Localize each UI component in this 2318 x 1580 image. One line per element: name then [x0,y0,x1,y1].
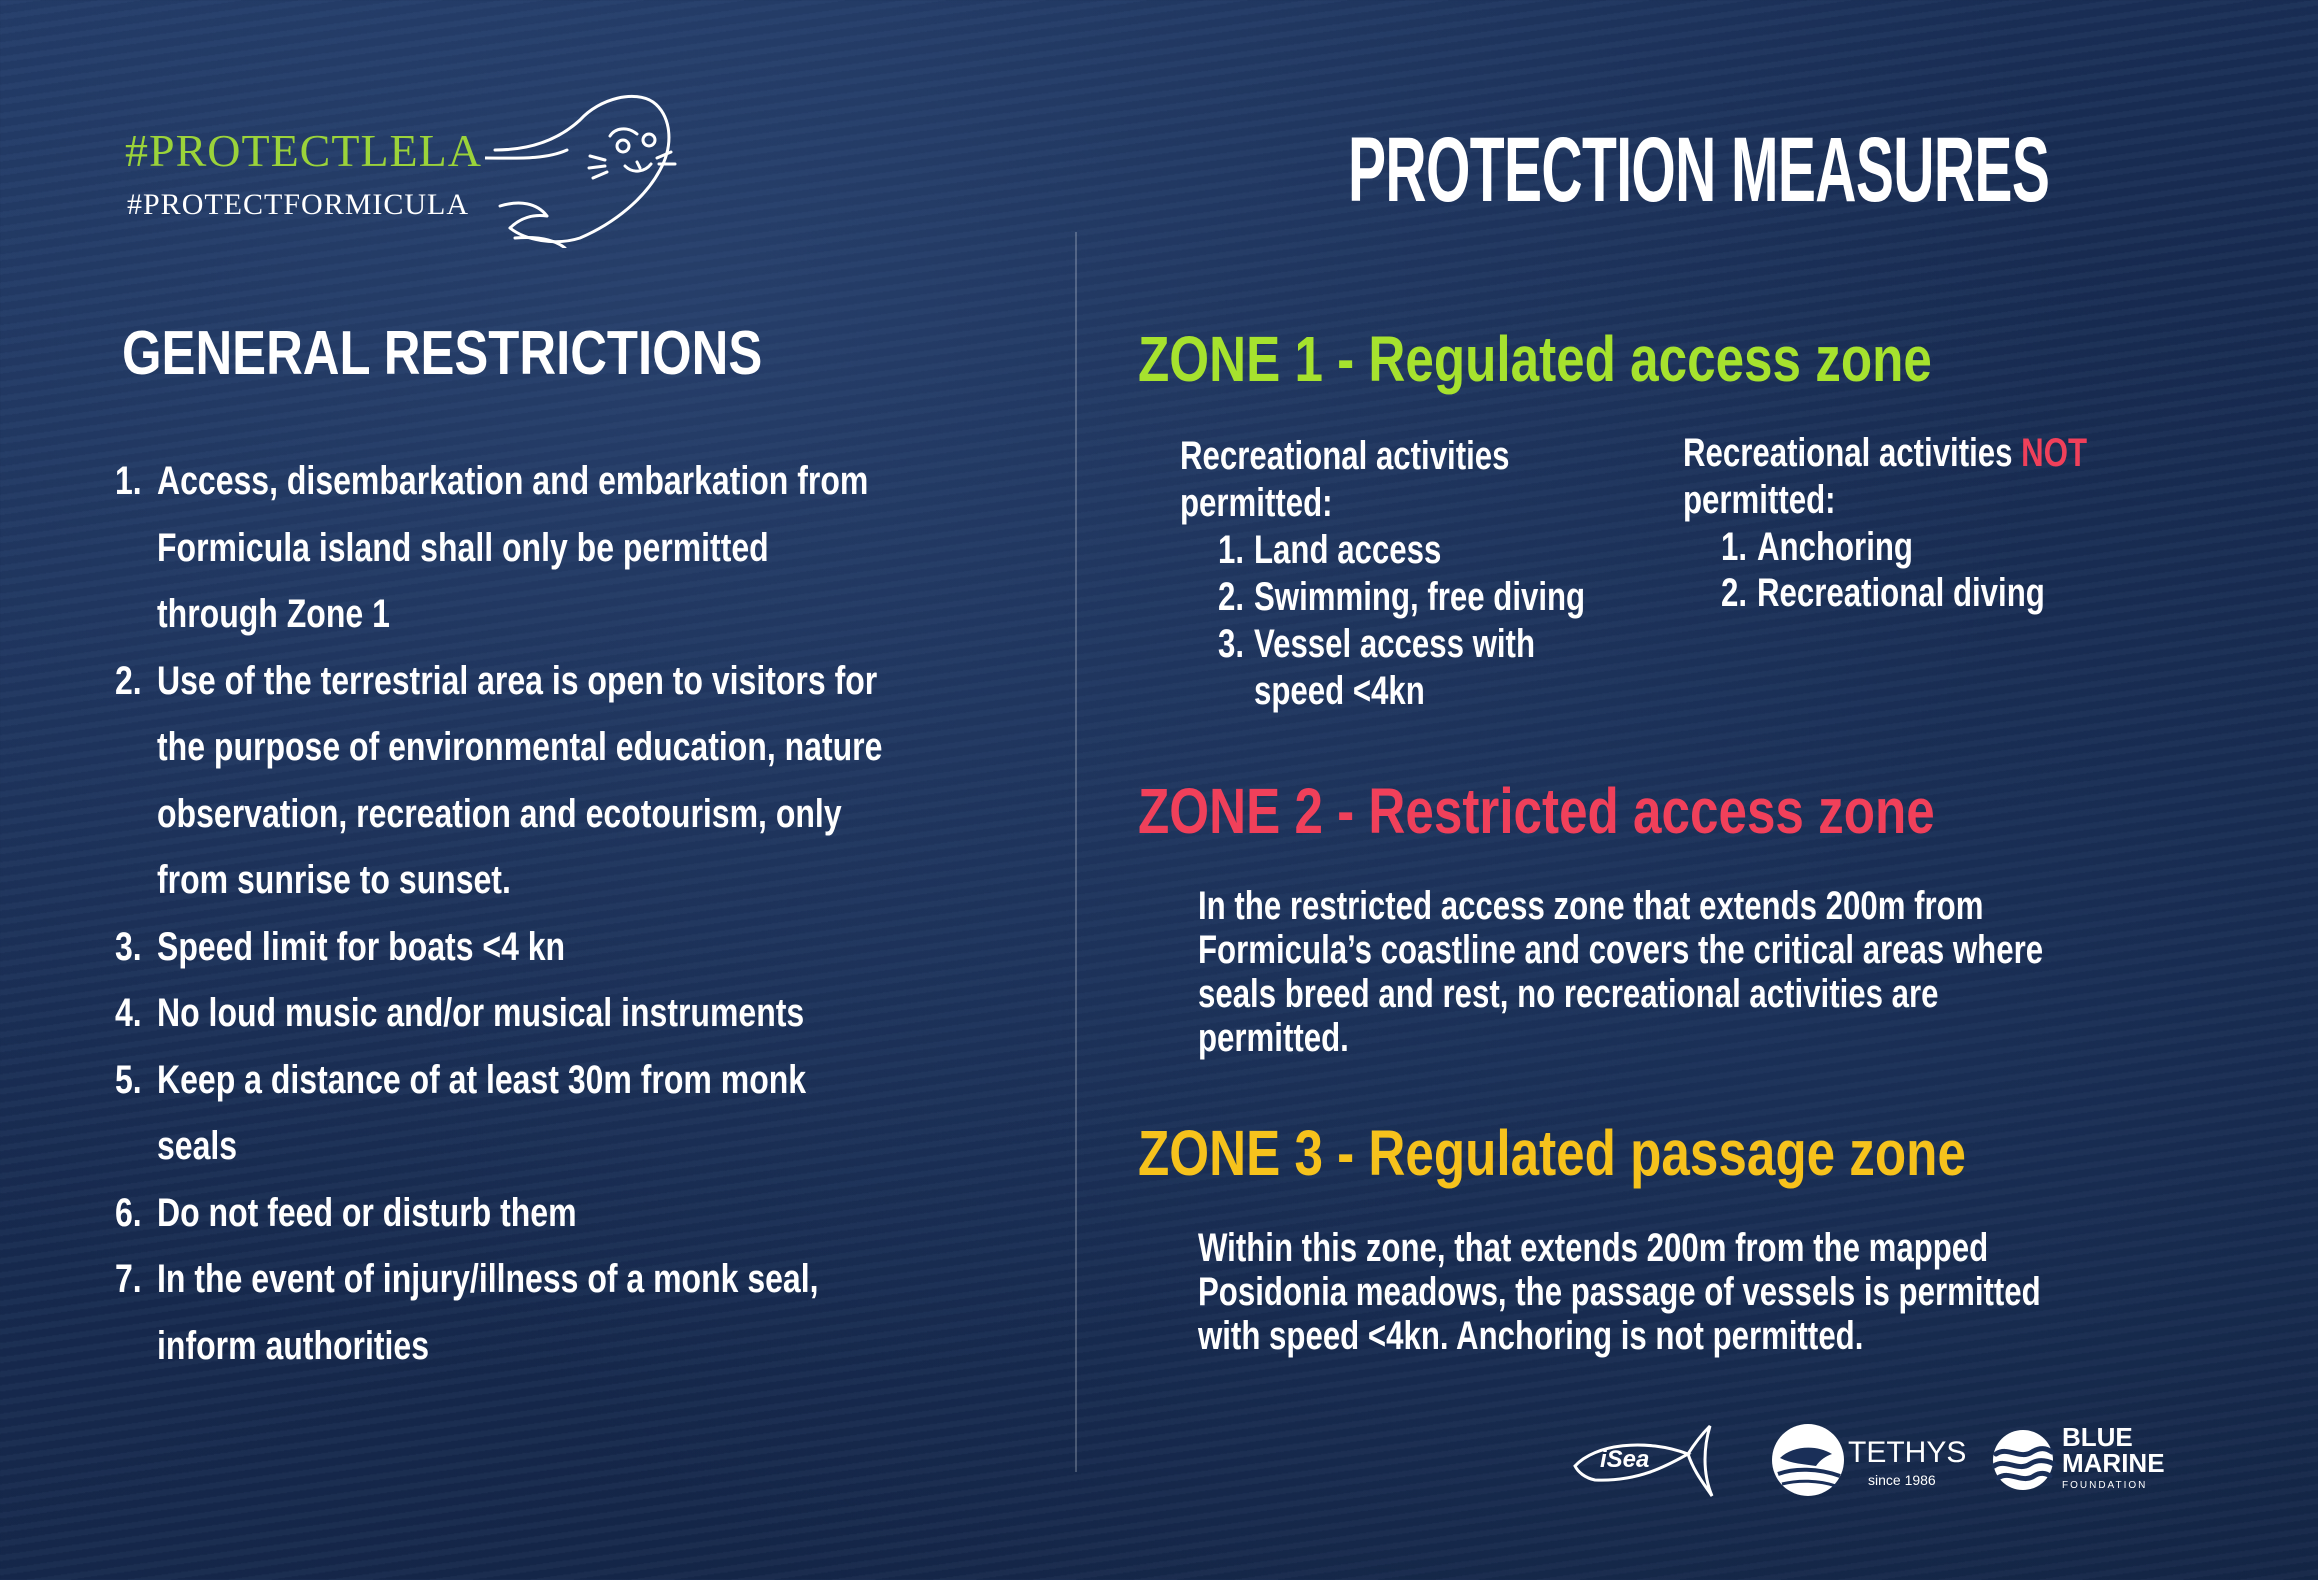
general-restriction-item-line-text: In the event of injury/illness of a monk seal, [157,1257,819,1301]
zone1-permitted-item [1218,527,1640,574]
general-restriction-item [115,914,1035,981]
tethys-name: TETHYS [1848,1436,1967,1469]
general-restriction-item-line [157,515,1035,582]
tethys-since: since 1986 [1868,1472,1936,1488]
general-restriction-item-line-text: from sunrise to sunset. [157,858,511,902]
general-restriction-item [115,448,1035,648]
general-restriction-item-number [115,980,148,1047]
general-restriction-item-number-text: 7. [115,1257,142,1301]
general-restriction-item-number [115,1047,148,1114]
zone1-permitted-heading-1: Recreational activities [1180,434,1510,478]
partner-logos [1570,1420,2190,1500]
zone1-permitted-item-line [1254,527,1640,574]
zone2-description [1198,884,2268,1060]
zone1-permitted-item-number-text: 1. [1218,528,1245,572]
zone1-not-permitted-item-number-text: 2. [1721,571,1748,615]
general-restriction-item-line-text: Do not feed or disturb them [157,1190,577,1235]
general-restriction-item-line-text: Keep a distance of at least 30m from monk [157,1057,807,1102]
zone3-title-text: ZONE 3 - Regulated passage zone [1138,1117,1966,1189]
zone3-description-line [1198,1226,2268,1270]
zone1-not-permitted-item-line [1757,524,2243,570]
zone1-not-permitted-item [1721,570,2243,616]
general-restriction-item-line-text: through Zone 1 [157,592,390,636]
zone2-description-line-text: seals breed and rest, no recreational activities are [1198,972,1939,1016]
general-restriction-item-line-text: Speed limit for boats <4 kn [157,924,566,969]
zone3-description-line-text: Posidonia meadows, the passage of vessels is permitted [1198,1270,2041,1314]
bmf-line3: FOUNDATION [2062,1480,2148,1491]
zone2-description-line [1198,972,2268,1016]
zone3-description-line-text: with speed <4kn. Anchoring is not permitted. [1198,1314,1864,1358]
zone1-permitted-list [1180,527,1640,715]
tethys-whale-logo-icon [1770,1420,1970,1500]
zone2-description-line-text: permitted. [1198,1016,1349,1060]
general-restriction-item-line-text: No loud music and/or musical instruments [157,991,805,1035]
zone2-description-line [1198,884,2268,928]
isea-name: iSea [1600,1446,1650,1473]
zone1-permitted-item-number [1218,574,1251,621]
general-restriction-item-number-text: 6. [115,1190,142,1235]
general-restriction-item-number [115,914,148,981]
general-restriction-item-line [157,847,1035,914]
zone1-permitted-item-number [1218,621,1251,668]
general-restriction-item-line [157,714,1035,781]
general-restriction-item-line-text: the purpose of environmental education, nature [157,725,883,769]
zone1-permitted-item [1218,621,1640,715]
zone2-description-line [1198,928,2268,972]
zone1-not-permitted-item-line-text: Anchoring [1757,525,1913,569]
hashtag-protectformicula: #PROTECTFORMICULA [127,188,470,221]
zone1-not-permitted-item-number [1721,524,1754,570]
general-restrictions-list [115,448,1035,1379]
general-restriction-item-line [157,1180,1035,1247]
zone1-not-permitted [1683,430,2243,616]
general-restriction-item-number [115,1180,148,1247]
zone2-description-line-text: In the restricted access zone that extends 200m from [1198,884,1984,928]
general-restriction-item [115,980,1035,1047]
page-title-text: PROTECTION MEASURES [1348,119,2050,221]
zone1-not-permitted-heading-prefix: Recreational activities [1683,431,2022,475]
blue-marine-waves-logo-icon [1990,1420,2190,1500]
general-restriction-item-line-text: observation, recreation and ecotourism, only [157,791,842,836]
zone2-description-line-text: Formicula’s coastline and covers the critical areas where [1198,928,2044,972]
zone1-not-permitted-heading-1 [1683,430,2087,477]
general-restriction-item-number-text: 1. [115,459,142,503]
isea-fish-logo-icon [1570,1420,1715,1500]
general-restriction-item-line [157,448,1035,515]
zone2-title [1138,774,2134,848]
general-restriction-item-number [115,448,148,515]
column-divider [1075,232,1077,1472]
zone3-title [1138,1116,2173,1190]
general-restriction-item-number [115,1246,148,1313]
zone1-permitted-item-line-text: Land access [1254,528,1442,572]
zone1-title [1138,322,2130,396]
general-restriction-item-line-text: Access, disembarkation and embarkation from [157,459,869,503]
zone1-permitted-item-number-text: 3. [1218,622,1245,666]
zone1-permitted [1180,433,1640,715]
zone1-permitted-item-line [1254,574,1640,621]
general-restriction-item [115,1047,1035,1180]
general-restriction-item-line-text: seals [157,1124,238,1168]
zone1-permitted-item-number-text: 2. [1218,575,1245,619]
general-restriction-item-line [157,581,1035,648]
zone1-not-permitted-item-line [1757,570,2243,616]
zone1-not-permitted-heading-2: permitted: [1683,478,1836,522]
page-title [1348,118,2318,223]
general-restriction-item-line-text: inform authorities [157,1323,430,1368]
seal-line-drawing-icon [485,88,685,248]
general-restriction-item-number-text: 5. [115,1057,142,1102]
zone3-description-line-text: Within this zone, that extends 200m from the mapped [1198,1226,1989,1270]
zone1-permitted-item-line-text: speed <4kn [1254,669,1425,713]
zone1-not-permitted-item-number [1721,570,1754,616]
zone2-title-text: ZONE 2 - Restricted access zone [1138,775,1935,847]
zone1-title-text: ZONE 1 - Regulated access zone [1138,323,1932,395]
general-restriction-item [115,1180,1035,1247]
zone1-not-permitted-item-number-text: 1. [1721,525,1748,569]
zone2-description-line [1198,1016,2268,1060]
hashtag-protectlela: #PROTECTLELA [125,125,482,176]
zone1-permitted-item-line [1254,668,1640,715]
general-restriction-item-number-text: 4. [115,991,142,1035]
zone1-not-permitted-list [1683,524,2243,616]
zone3-description [1198,1226,2268,1358]
general-restriction-item-line [157,1246,1035,1313]
general-restriction-item-line [157,1313,1035,1380]
zone1-not-label: NOT [2021,431,2088,475]
general-restriction-item-number [115,648,148,715]
general-restriction-item-line [157,980,1035,1047]
zone3-description-line [1198,1270,2268,1314]
general-restriction-item-line [157,781,1035,848]
zone1-permitted-heading-2: permitted: [1180,481,1333,525]
general-restriction-item-line [157,1047,1035,1114]
zone1-not-permitted-item [1721,524,2243,570]
brand-logo [125,88,685,248]
zone3-description-line [1198,1314,2268,1358]
general-restriction-item-line [157,648,1035,715]
bmf-line2: MARINE [2062,1448,2165,1478]
general-restrictions-title [122,318,903,389]
zone1-permitted-item [1218,574,1640,621]
general-restriction-item [115,648,1035,914]
general-restriction-item-line-text: Use of the terrestrial area is open to visitors for [157,658,878,703]
zone1-permitted-item-line-text: Vessel access with [1254,622,1536,666]
zone1-permitted-item-line-text: Swimming, free diving [1254,575,1586,619]
zone1-permitted-item-line [1254,621,1640,668]
general-restriction-item-line-text: Formicula island shall only be permitted [157,525,769,570]
zone1-not-permitted-item-line-text: Recreational diving [1757,571,2045,615]
zone1-permitted-item-number [1218,527,1251,574]
general-restriction-item-line [157,914,1035,981]
bmf-line1: BLUE [2062,1422,2133,1452]
general-restriction-item-line [157,1113,1035,1180]
general-restriction-item [115,1246,1035,1379]
general-restrictions-title-text: GENERAL RESTRICTIONS [122,319,763,388]
general-restriction-item-number-text: 3. [115,924,142,969]
general-restriction-item-number-text: 2. [115,658,142,703]
